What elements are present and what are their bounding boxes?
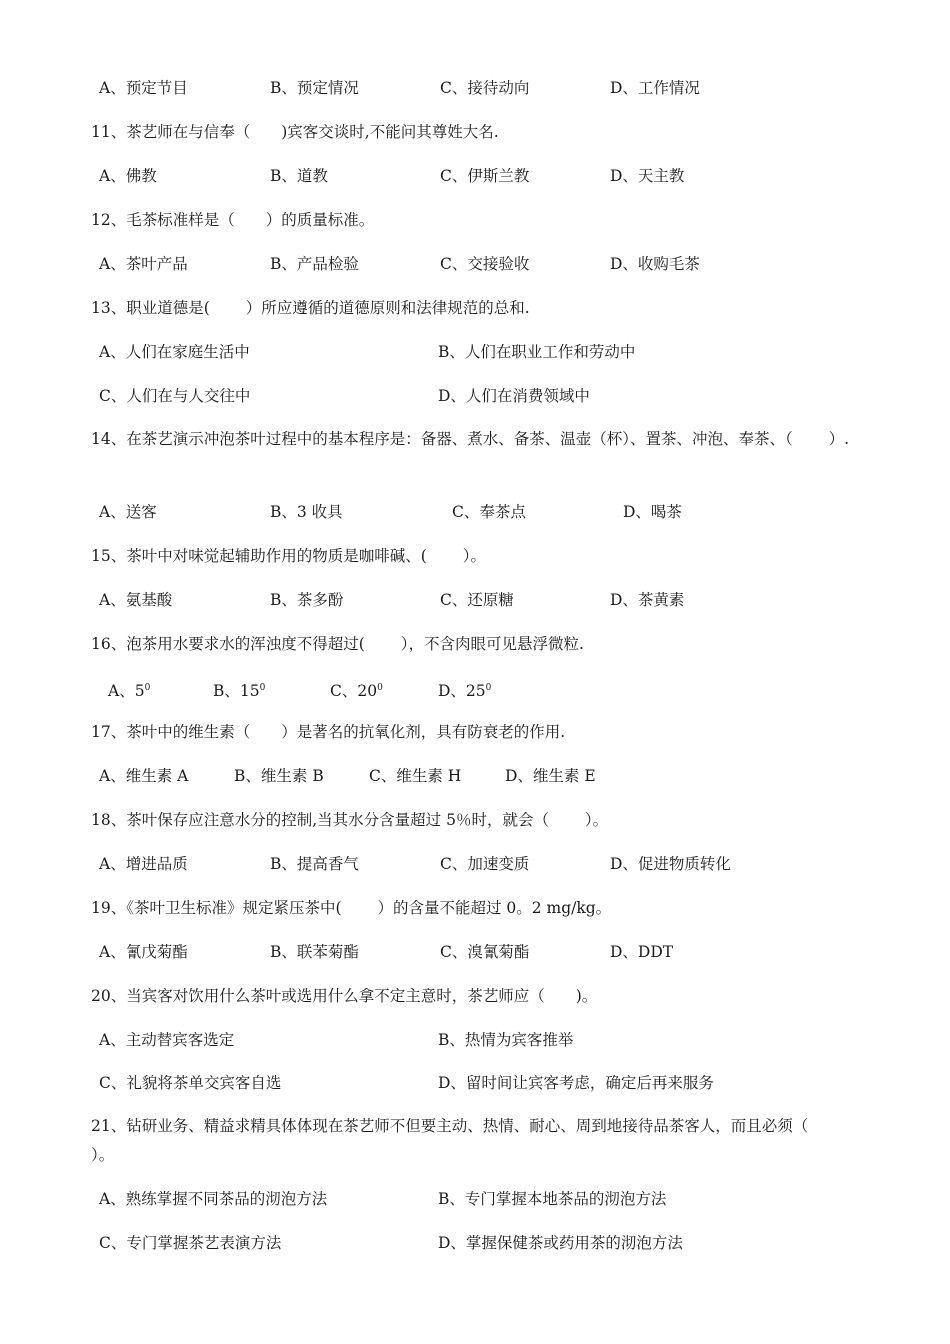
q15-option-a: A、氨基酸: [99, 591, 173, 609]
q14-option-b: B、3 收具: [270, 503, 343, 521]
q14-stem: 14、在茶艺演示冲泡茶叶过程中的基本程序是：备器、煮水、备茶、温壶（杯）、置茶、冲泡、奉茶、（ ）.: [91, 430, 850, 448]
q11-option-d: D、天主教: [610, 167, 685, 185]
q19-option-b: B、联苯菊酯: [270, 943, 359, 961]
q18-option-d: D、促进物质转化: [610, 855, 731, 873]
q12-option-a: A、茶叶产品: [99, 255, 188, 273]
q21-option-b: B、专门掌握本地茶品的沏泡方法: [438, 1190, 667, 1208]
q16-option-b-sup: 0: [259, 683, 266, 693]
q16-option-d-text: D、25: [438, 682, 486, 700]
q10-option-c: C、接待动向: [440, 79, 530, 97]
q16-option-a: [108, 678, 150, 701]
q15-stem: 15、茶叶中对味觉起辅助作用的物质是咖啡碱、( ）。: [91, 547, 486, 565]
q17-option-a: A、维生素 A: [99, 767, 189, 785]
q17-option-c: C、维生素 H: [369, 767, 462, 785]
q16-option-b: [213, 678, 265, 701]
q13-option-c: C、人们在与人交往中: [99, 387, 251, 405]
q13-stem: 13、职业道德是( ）所应遵循的道德原则和法律规范的总和.: [91, 299, 530, 317]
q13-option-b: B、人们在职业工作和劳动中: [438, 343, 636, 361]
q21-stem: 21、钻研业务、精益求精具体体现在茶艺师不但要主动、热情、耐心、周到地接待品茶客人，而且必须（ ）。: [91, 1117, 845, 1164]
q10-option-a: A、预定节目: [99, 79, 188, 97]
q20-option-c: C、礼貌将茶单交宾客自选: [99, 1074, 282, 1092]
q17-option-b: B、维生素 B: [234, 767, 324, 785]
q18-option-b: B、提高香气: [270, 855, 359, 873]
q11-stem: 11、茶艺师在与信奉（ )宾客交谈时,不能问其尊姓大名.: [91, 123, 499, 141]
q21-option-a: A、熟练掌握不同茶品的沏泡方法: [99, 1190, 328, 1208]
q14-option-c: C、奉茶点: [452, 503, 526, 521]
q16-option-d-sup: 0: [485, 683, 492, 693]
q14-option-d: D、喝茶: [623, 503, 682, 521]
q19-option-d: D、DDT: [610, 943, 674, 961]
q11-option-a: A、佛教: [99, 167, 157, 185]
q16-option-c-sup: 0: [377, 683, 383, 693]
q10-option-b: B、预定情况: [270, 79, 359, 97]
q13-option-d: D、人们在消费领域中: [438, 387, 590, 405]
q20-stem: 20、当宾客对饮用什么茶叶或选用什么拿不定主意时，茶艺师应（ )。: [91, 987, 598, 1005]
q18-option-a: A、增进品质: [99, 855, 188, 873]
q17-stem: 17、茶叶中的维生素（ ）是著名的抗氧化剂，具有防衰老的作用.: [91, 723, 566, 741]
q10-option-d: D、工作情况: [610, 79, 700, 97]
q15-option-b: B、茶多酚: [270, 591, 344, 609]
q12-option-b: B、产品检验: [270, 255, 359, 273]
q15-option-d: D、茶黄素: [610, 591, 685, 609]
q16-option-c-text: C、20: [330, 682, 378, 700]
q15-option-c: C、还原糖: [440, 591, 514, 609]
q20-option-b: B、热情为宾客推举: [438, 1031, 574, 1049]
q11-option-b: B、道教: [270, 167, 328, 185]
q20-option-a: A、主动替宾客选定: [99, 1031, 235, 1049]
q16-option-a-sup: 0: [144, 683, 151, 693]
q16-option-d: [438, 678, 491, 701]
q20-option-d: D、留时间让宾客考虑，确定后再来服务: [438, 1074, 714, 1092]
q18-option-c: C、加速变质: [440, 855, 530, 873]
q14-option-a: A、送客: [99, 503, 157, 521]
q21-option-d: D、掌握保健茶或药用茶的沏泡方法: [438, 1234, 683, 1252]
q11-option-c: C、伊斯兰教: [440, 167, 530, 185]
q21-option-c: C、专门掌握茶艺表演方法: [99, 1234, 282, 1252]
q16-option-c: [330, 678, 383, 701]
q16-stem: 16、泡茶用水要求水的浑浊度不得超过( ），不含肉眼可见悬浮微粒.: [91, 635, 584, 653]
q19-option-a: A、氰戊菊酯: [99, 943, 188, 961]
q18-stem: 18、茶叶保存应注意水分的控制,当其水分含量超过 5％时，就会（ ）。: [91, 811, 609, 829]
q12-stem: 12、毛茶标准样是（ ）的质量标准。: [91, 211, 375, 229]
q16-option-b-text: B、15: [213, 682, 260, 700]
q13-option-a: A、人们在家庭生活中: [99, 343, 250, 361]
q17-option-d: D、维生素 E: [505, 767, 596, 785]
q16-option-a-text: A、5: [108, 682, 145, 700]
q19-option-c: C、溴氰菊酯: [440, 943, 530, 961]
q12-option-d: D、收购毛茶: [610, 255, 700, 273]
q19-stem: 19、《茶叶卫生标准》规定紧压茶中( ）的含量不能超过 0。2 mg/kg。: [91, 899, 612, 917]
q12-option-c: C、交接验收: [440, 255, 530, 273]
